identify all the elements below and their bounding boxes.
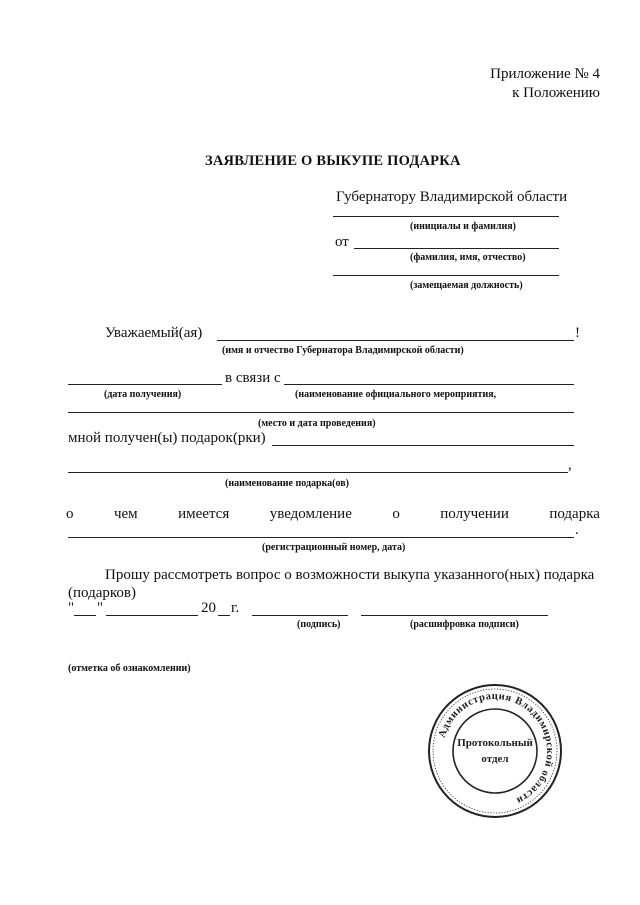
- year-prefix: 20: [201, 600, 216, 616]
- notice-word: получении: [440, 506, 509, 522]
- greeting-exclaim: !: [575, 325, 580, 341]
- quote-close: ": [97, 600, 104, 616]
- event-line: [284, 384, 574, 385]
- appendix-line1: Приложение № 4: [490, 66, 600, 82]
- hint-initials: (инициалы и фамилия): [410, 221, 517, 232]
- gift-line-2: [68, 472, 568, 473]
- hint-place: (место и дата проведения): [258, 418, 376, 429]
- received-label: мной получен(ы) подарок(рки): [68, 430, 266, 446]
- appendix-line2: к Положению: [512, 85, 600, 101]
- hint-position: (замещаемая должность): [410, 280, 523, 291]
- gift-line-1: [272, 445, 574, 446]
- place-line: [68, 412, 574, 413]
- notice-word: чем: [113, 506, 138, 522]
- month-line: [106, 615, 198, 616]
- hint-sign: (подпись): [297, 619, 341, 630]
- request-line1: Прошу рассмотреть вопрос о возможности выкупа указанного(ных) подарка: [105, 567, 595, 583]
- addressee-to: Губернатору Владимирской области: [336, 189, 568, 205]
- in-connection-label: в связи с: [225, 370, 281, 386]
- hint-governor-name: (имя и отчество Губернатора Владимирской области): [222, 345, 464, 356]
- sign-line: [252, 615, 348, 616]
- document-title: ЗАЯВЛЕНИЕ О ВЫКУПЕ ПОДАРКА: [205, 153, 461, 169]
- notice-word: имеется: [178, 506, 230, 522]
- request-line2: (подарков): [68, 585, 136, 601]
- reg-line: [68, 537, 574, 538]
- acknowledge-note: (отметка об ознакомлении): [68, 663, 191, 674]
- greeting-label: Уважаемый(ая): [105, 325, 203, 341]
- day-line: [74, 615, 96, 616]
- year-suffix: г.: [231, 600, 240, 616]
- hint-gift: (наименование подарка(ов): [225, 478, 349, 489]
- hint-reg: (регистрационный номер, дата): [262, 542, 406, 553]
- quote-open: ": [68, 600, 75, 616]
- notice-word: уведомление: [269, 506, 352, 522]
- stamp-center-line2: отдел: [481, 753, 509, 765]
- official-stamp: [426, 682, 564, 820]
- notice-word: о: [392, 506, 400, 522]
- date-line: [68, 384, 222, 385]
- hint-decode: (расшифровка подписи): [410, 619, 519, 630]
- stamp-center-line1: Протокольный: [457, 737, 533, 749]
- greeting-line: [217, 340, 574, 341]
- reg-period: .: [575, 522, 579, 538]
- hint-fio: (фамилия, имя, отчество): [410, 252, 526, 263]
- addressee-initials-line: [333, 216, 559, 217]
- stamp-dotted-ring: [433, 689, 557, 813]
- notice-line: [66, 506, 600, 523]
- hint-date: (дата получения): [104, 389, 182, 400]
- from-fio-line: [354, 248, 559, 249]
- stamp-outer-ring: [429, 685, 561, 817]
- hint-event: (наименование официального мероприятия,: [295, 389, 497, 400]
- notice-word: подарка: [549, 506, 600, 522]
- position-line: [333, 275, 559, 276]
- stamp-inner-ring: [453, 709, 537, 793]
- decode-line: [361, 615, 548, 616]
- from-label: от: [335, 234, 349, 250]
- gift-comma: ,: [568, 457, 572, 473]
- notice-word: о: [66, 506, 74, 522]
- stamp-ring-text: Администрация Владимирской области: [436, 690, 556, 807]
- year-line: [218, 615, 230, 616]
